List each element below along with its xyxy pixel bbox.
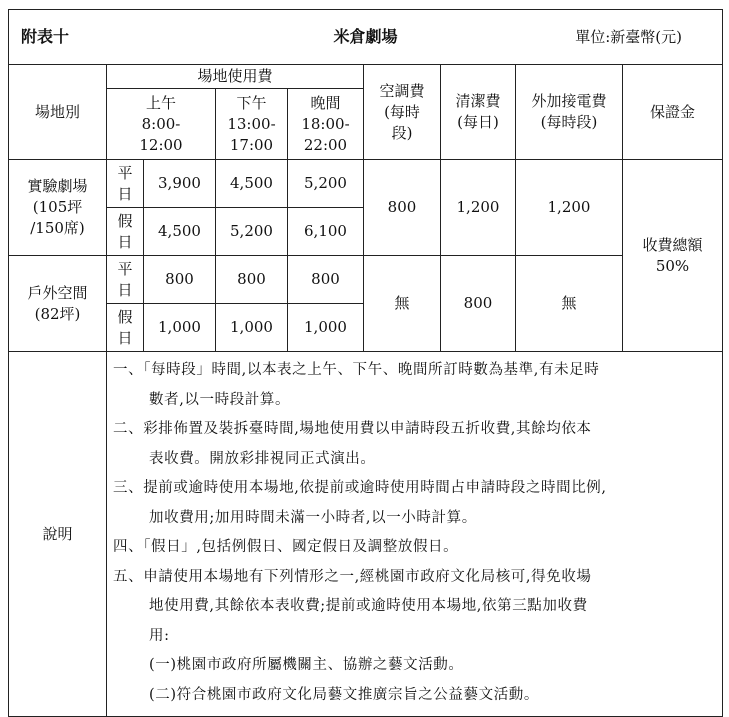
outdoor-weekday-afternoon: 800 bbox=[216, 256, 288, 304]
ac-fee-header: 空調費 (每時 段) bbox=[364, 65, 441, 160]
evening-header: 晚間 18:00- 22:00 bbox=[288, 89, 364, 160]
note-5-item-2: (二)符合桃園市政府文化局藝文推廣宗旨之公益藝文活動。 bbox=[149, 686, 540, 703]
theater-weekday-evening: 5,200 bbox=[288, 160, 364, 208]
outdoor-holiday-evening: 1,000 bbox=[288, 304, 364, 352]
weekday-label: 平 日 bbox=[107, 160, 144, 208]
cleaning-fee-header: 清潔費 (每日) bbox=[441, 65, 516, 160]
theater-cleaning-fee: 1,200 bbox=[441, 160, 516, 256]
page-title: 米倉劇場 bbox=[333, 27, 398, 46]
venue-header: 場地別 bbox=[9, 65, 107, 160]
note-3: 三、提前或逾時使用本場地,依提前或逾時使用時間占申請時段之時間比例, 加收費用;加用時間未滿一小時者,以一小時計算。 bbox=[113, 480, 607, 526]
venue-outdoor: 戶外空間 (82坪) bbox=[9, 256, 107, 352]
note-2: 二、彩排佈置及裝拆臺時間,場地使用費以申請時段五折收費,其餘均依本 表收費。開放彩排視同正式演出。 bbox=[113, 421, 592, 467]
holiday-label: 假 日 bbox=[107, 304, 144, 352]
outdoor-weekday-morning: 800 bbox=[144, 256, 216, 304]
morning-header: 上午 8:00- 12:00 bbox=[107, 89, 216, 160]
power-fee-header: 外加接電費 (每時段) bbox=[516, 65, 623, 160]
title-bar bbox=[9, 10, 723, 65]
theater-weekday-afternoon: 4,500 bbox=[216, 160, 288, 208]
theater-power-fee: 1,200 bbox=[516, 160, 623, 256]
note-4: 四、「假日」,包括例假日、國定假日及調整放假日。 bbox=[113, 539, 459, 555]
notes-label: 說明 bbox=[9, 352, 107, 717]
usage-fee-header: 場地使用費 bbox=[107, 65, 364, 89]
fee-table bbox=[8, 9, 723, 717]
note-1: 一、「每時段」時間,以本表之上午、下午、晚間所訂時數為基準,有未足時 數者,以一時段計算。 bbox=[113, 362, 600, 408]
outdoor-holiday-afternoon: 1,000 bbox=[216, 304, 288, 352]
notes-body bbox=[107, 352, 723, 717]
outdoor-cleaning-fee: 800 bbox=[441, 256, 516, 352]
theater-weekday-morning: 3,900 bbox=[144, 160, 216, 208]
outdoor-weekday-evening: 800 bbox=[288, 256, 364, 304]
note-5-item-1: (一)桃園市政府所屬機關主、協辦之藝文活動。 bbox=[149, 657, 464, 673]
venue-theater: 實驗劇場 (105坪 /150席) bbox=[9, 160, 107, 256]
outdoor-holiday-morning: 1,000 bbox=[144, 304, 216, 352]
outdoor-power-fee: 無 bbox=[516, 256, 623, 352]
afternoon-header: 下午 13:00- 17:00 bbox=[216, 89, 288, 160]
theater-holiday-afternoon: 5,200 bbox=[216, 208, 288, 256]
theater-ac-fee: 800 bbox=[364, 160, 441, 256]
appendix-label: 附表十 bbox=[21, 27, 70, 46]
weekday-label: 平 日 bbox=[107, 256, 144, 304]
currency-unit: 單位:新臺幣(元) bbox=[575, 28, 683, 46]
outdoor-ac-fee: 無 bbox=[364, 256, 441, 352]
holiday-label: 假 日 bbox=[107, 208, 144, 256]
theater-holiday-evening: 6,100 bbox=[288, 208, 364, 256]
note-5: 五、申請使用本場地有下列情形之一,經桃園市政府文化局核可,得免收場 地使用費,其餘依本表收費;提前或逾時使用本場地,依第三點加收費 用: (一)桃園市政府所屬機關主、協辦之藝文活動。 (二)符合桃園市政府文化局藝文推廣宗旨之公益藝文活動。 bbox=[113, 563, 716, 711]
deposit-value: 收費總額 50% bbox=[623, 160, 723, 352]
deposit-header: 保證金 bbox=[623, 65, 723, 160]
theater-holiday-morning: 4,500 bbox=[144, 208, 216, 256]
